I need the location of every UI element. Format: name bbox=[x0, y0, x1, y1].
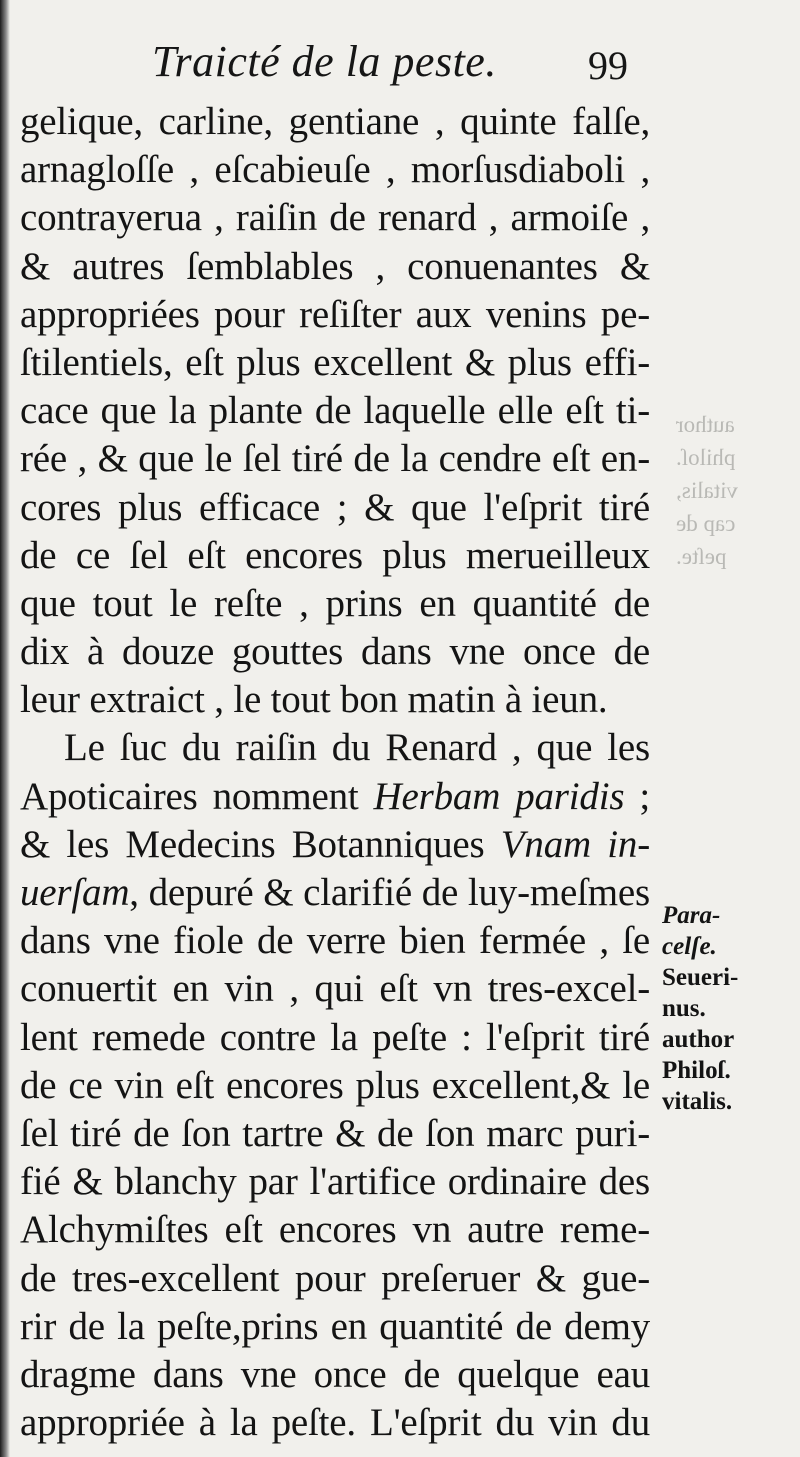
text-line: que tout le reſte , prins en quantité de bbox=[20, 581, 650, 625]
page-edge-shadow bbox=[0, 0, 10, 1457]
page-number: 99 bbox=[588, 43, 628, 88]
latin-term: Herbam paridis bbox=[373, 774, 625, 818]
text-line: gelique, carline, gentiane , quinte falſe, bbox=[20, 100, 650, 143]
text-line: dragme dans vne once de quelque eau bbox=[20, 1352, 650, 1396]
text-line: ſtilentiels, eſt plus excellent & plus effi- bbox=[20, 340, 650, 384]
text-line: arnagloſſe , eſcabieuſe , morſusdiaboli , bbox=[20, 148, 650, 192]
margin-note: Philoſ. bbox=[662, 1057, 731, 1084]
margin-notes bbox=[662, 900, 794, 1117]
margin-note: celſe. bbox=[662, 933, 717, 960]
bleed-through-text bbox=[676, 408, 796, 573]
text-line: rée , & que le ſel tiré de la cendre eſt en- bbox=[20, 437, 650, 481]
body-text bbox=[20, 98, 650, 1447]
running-head bbox=[140, 36, 660, 96]
margin-note: author bbox=[662, 1026, 735, 1053]
text-line: appropriée à la peſte. L'eſprit du vin du bbox=[20, 1401, 650, 1445]
text-line: de ce vin eſt encores plus excellent,& le bbox=[20, 1063, 650, 1107]
text-line: contrayerua , raiſin de renard , armoiſe , bbox=[20, 196, 650, 240]
text-line: appropriées pour reſiſter aux venins pe- bbox=[20, 292, 650, 336]
text-line: dans vne fiole de verre bien fermée , ſe bbox=[20, 919, 650, 963]
bleed-line: peſte. bbox=[676, 544, 727, 569]
text-line: leur extraict , le tout bon matin à ieun. bbox=[20, 678, 608, 722]
text-line: ſel tiré de ſon tartre & de ſon marc puri- bbox=[20, 1111, 650, 1155]
text-line: de ce ſel eſt encores plus merueilleux bbox=[20, 533, 650, 577]
bleed-line: author bbox=[676, 412, 735, 437]
margin-note: vitalis. bbox=[662, 1088, 733, 1115]
text-line: Le ſuc du raiſin du Renard , que les bbox=[64, 726, 650, 770]
text-line: Alchymiſtes eſt encores vn autre reme- bbox=[20, 1208, 650, 1252]
latin-term: uerſam bbox=[20, 871, 130, 914]
text-line: Apoticaires nomment Herbam paridis ; bbox=[20, 774, 650, 818]
running-title: Traicté de la peste. bbox=[152, 37, 497, 86]
text-line: & les Medecins Botanniques Vnam in- bbox=[20, 822, 650, 866]
text-line: cace que la plante de laquelle elle eſt ti- bbox=[20, 389, 650, 433]
text-line: conuertit en vin , qui eſt vn tres-excel- bbox=[20, 967, 650, 1011]
margin-note: nus. bbox=[662, 995, 706, 1022]
text-line: lent remede contre la peſte : l'eſprit tiré bbox=[20, 1015, 650, 1059]
bleed-line: vitalis, bbox=[676, 478, 738, 503]
text-line: de tres-excellent pour preſeruer & gue- bbox=[20, 1256, 650, 1300]
text-line: fié & blanchy par l'artifice ordinaire des bbox=[20, 1160, 650, 1204]
latin-term: Vnam in- bbox=[500, 822, 650, 866]
text-line: & autres ſemblables , conuenantes & bbox=[20, 244, 650, 288]
text-line: cores plus efficace ; & que l'eſprit tiré bbox=[20, 485, 650, 529]
margin-note: Para- bbox=[662, 902, 721, 929]
margin-note: Seueri- bbox=[662, 964, 739, 991]
text-line: uerſam, depuré & clarifié de luy-meſmes bbox=[20, 871, 650, 914]
text-line: rir de la peſte,prins en quantité de demy bbox=[20, 1304, 650, 1348]
bleed-line: cap de bbox=[676, 511, 736, 536]
bleed-line: philoſ. bbox=[676, 445, 736, 470]
text-line: dix à douze gouttes dans vne once de bbox=[20, 630, 650, 674]
